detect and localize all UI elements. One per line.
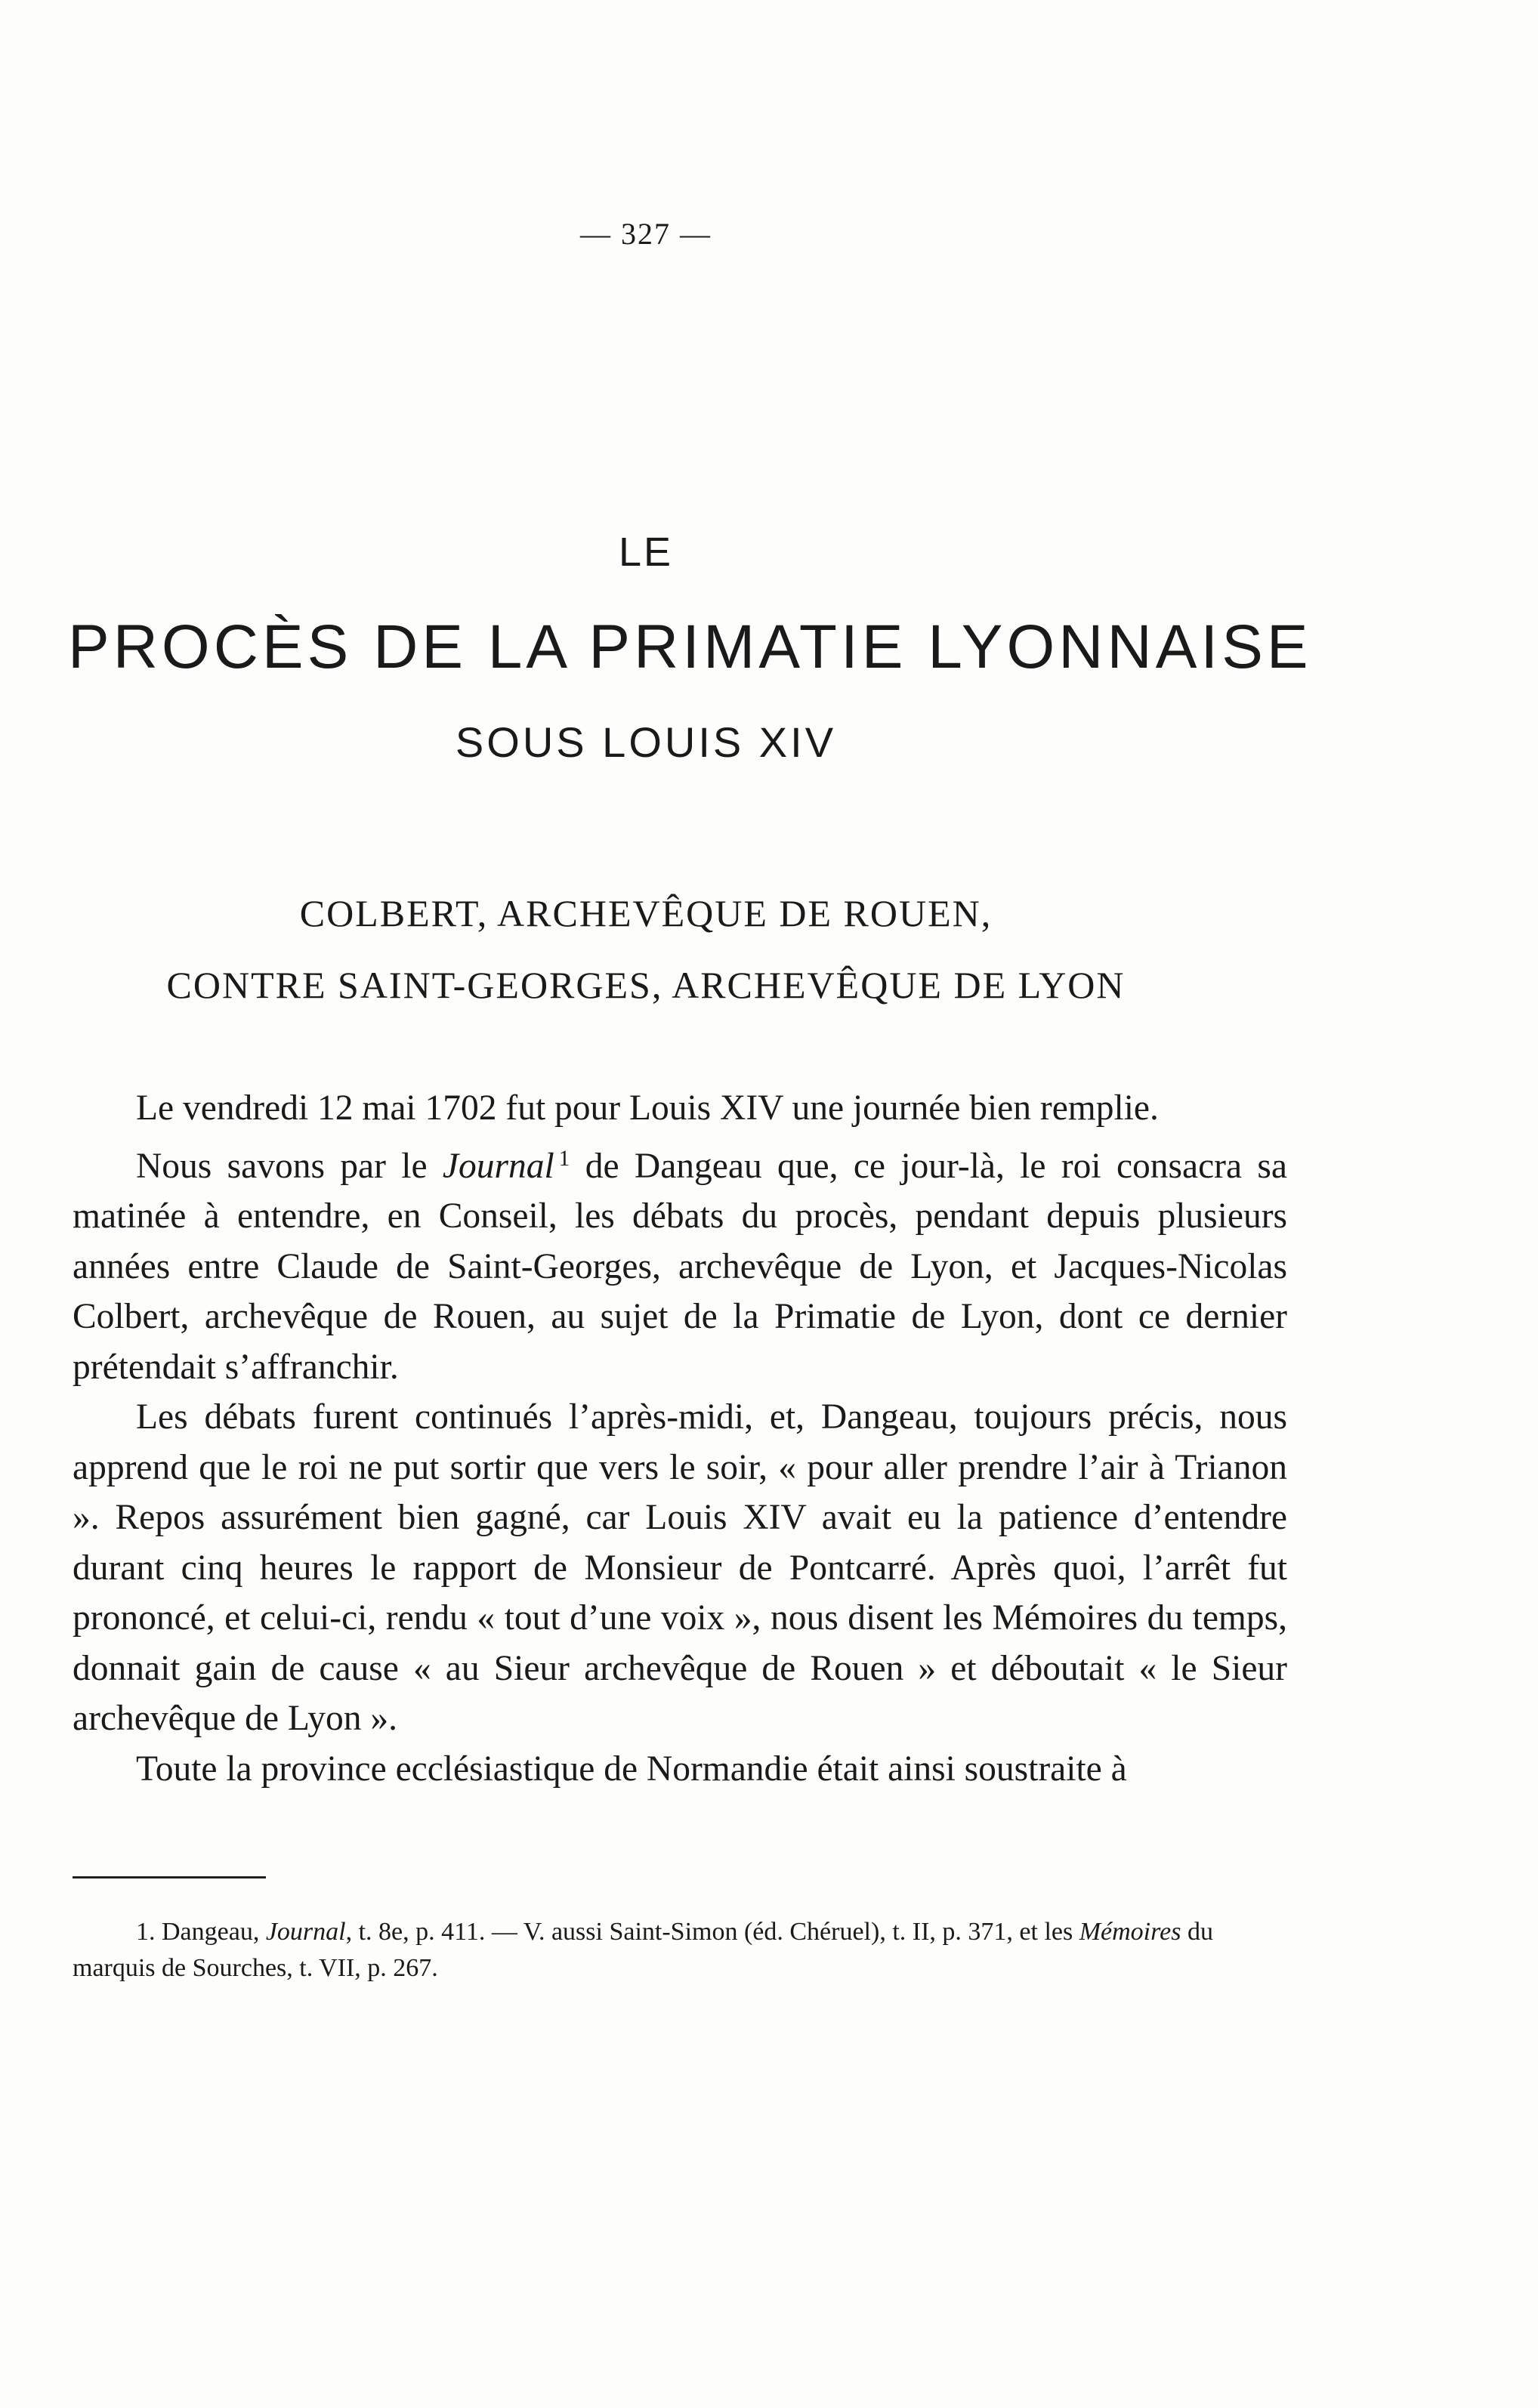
paragraph-3: Les débats furent continués l’après-midi, et, Dangeau, toujours précis, nous apprend que le roi ne put sortir que vers le soir, « pour aller prendre l’air à Trianon ». Repos assurément bien gagné, car Louis XIV avait eu la patience d’entendre durant cinq heures le rapport de Monsieur de Pontcarré. Après quoi, l’arrêt fut prononcé, et celui-ci, rendu « tout d’une voix », nous disent les Mémoires du temps, donnait gain de cause « au Sieur archevêque de Rouen » et déboutait « le Sieur archevêque de Lyon ». (73, 1397, 1287, 1739)
page-number: — 327 — (580, 217, 712, 251)
footnote-1-part-3: , t. 8e, p. 411. — V. aussi Saint-Simon (éd. Chéruel), t. II, p. 371, et les (345, 1918, 1079, 1946)
footnote-marker: 1 (558, 1146, 570, 1171)
paragraph-1: Le vendredi 12 mai 1702 fut pour Louis XIV une journée bien remplie. (136, 1088, 1159, 1128)
footnote-1-memoires-italic: Mémoires (1079, 1918, 1181, 1946)
paragraph-2-text-end: de Dangeau que, ce jour-là, le roi consacra sa matinée à entendre, en Conseil, les débats du procès, pendant depuis plusieurs années entre Claude de Saint-Georges, archevêque de Lyon, et Jacques-Nicolas Colbert, archevêque de Rouen, au sujet de la Primatie de Lyon, dont ce dernier prétendait s’affranchir. (73, 1146, 1287, 1387)
footnote-1-journal-italic: Journal (265, 1918, 346, 1946)
title-subtitle: SOUS LOUIS XIV (455, 718, 837, 766)
section-heading-line-1: COLBERT, ARCHEVÊQUE DE ROUEN, (299, 892, 993, 934)
footnote-1-part-1: 1. Dangeau, (136, 1918, 266, 1946)
body-text (73, 1083, 1287, 1794)
footnote-1 (73, 1914, 1287, 1987)
title-line-le: LE (618, 529, 674, 575)
title-main: PROCÈS DE LA PRIMATIE LYONNAISE (68, 613, 1312, 681)
journal-title-italic: Journal (442, 1146, 554, 1186)
footnote-divider (73, 1876, 266, 1879)
paragraph-4: Toute la province ecclésiastique de Normandie était ainsi soustraite à (136, 1749, 1127, 1789)
footnotes (73, 1914, 1287, 1987)
paragraph-2 (73, 1134, 1287, 1393)
section-heading-line-2: CONTRE SAINT-GEORGES, ARCHEVÊQUE DE LYON (166, 964, 1126, 1006)
paragraph-2-text-start: Nous savons par le (136, 1146, 443, 1186)
footnote-1-part-5: du marquis de Sourches, t. VII, p. 267. (73, 1918, 1213, 1982)
